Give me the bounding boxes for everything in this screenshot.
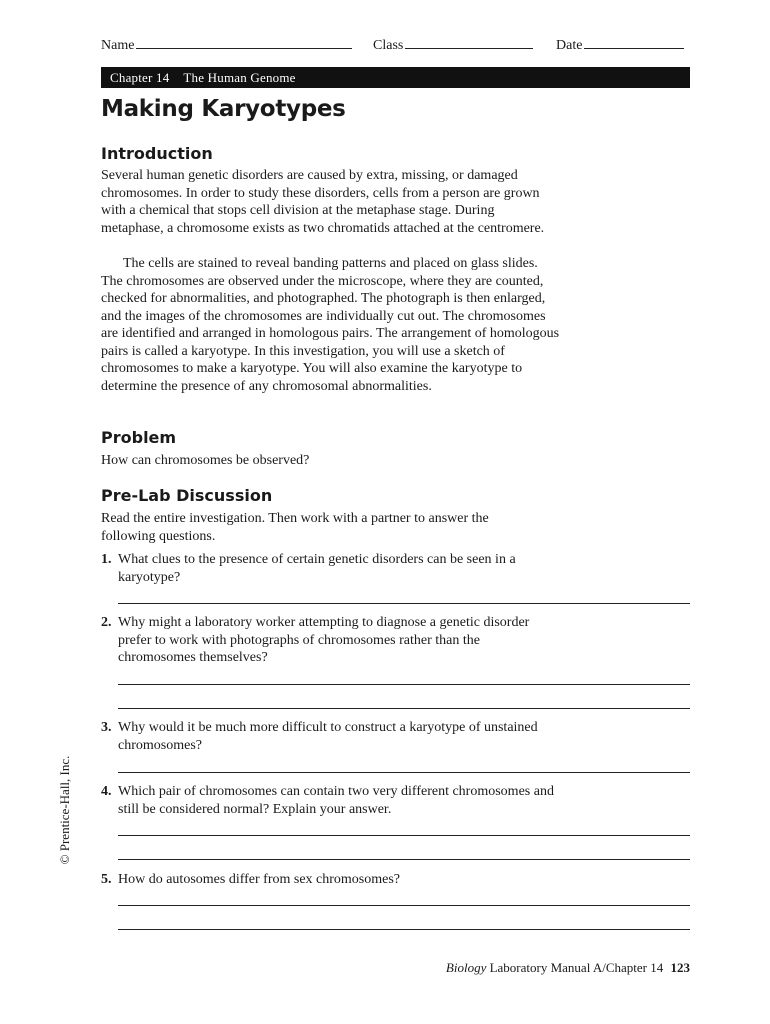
chapter-number: Chapter 14 (110, 70, 170, 85)
question-4-number: 4. (101, 784, 112, 799)
question-2-text: Why might a laboratory worker attempting to diagnose a genetic disorder prefer to work with photographs of chromosomes rather than the chromosomes themselves? (118, 615, 530, 665)
question-1-text: What clues to the presence of certain genetic disorders can be seen in a karyotype? (118, 552, 516, 585)
class-label: Class (373, 38, 404, 53)
prelab-intro: Read the entire investigation. Then work with a partner to answer the following questions. (101, 511, 489, 544)
question-5-number: 5. (101, 872, 112, 887)
question-2-number: 2. (101, 615, 112, 630)
answer-line[interactable] (118, 772, 690, 773)
date-label: Date (556, 38, 583, 53)
footer-book-title: Biology (445, 960, 487, 975)
name-blank[interactable] (136, 36, 352, 49)
answer-line[interactable] (118, 929, 690, 930)
question-4 (101, 783, 561, 818)
date-field (556, 36, 684, 54)
answer-line[interactable] (118, 684, 690, 685)
question-2 (101, 614, 546, 667)
problem-text: How can chromosomes be observed? (101, 453, 310, 468)
answer-line[interactable] (118, 708, 690, 709)
copyright-notice: © Prentice-Hall, Inc. (57, 755, 72, 865)
chapter-title: The Human Genome (183, 70, 296, 85)
answer-line[interactable] (118, 859, 690, 860)
name-label: Name (101, 38, 135, 53)
introduction-heading: Introduction (101, 144, 213, 163)
class-blank[interactable] (405, 36, 533, 49)
problem-heading: Problem (101, 428, 177, 447)
question-3-number: 3. (101, 720, 112, 735)
name-field (101, 36, 352, 54)
question-1 (101, 551, 546, 586)
answer-line[interactable] (118, 603, 690, 604)
question-3-text: Why would it be much more difficult to construct a karyotype of unstained chromosomes? (118, 720, 538, 753)
page-footer (446, 960, 690, 976)
question-4-text: Which pair of chromosomes can contain two very different chromosomes and still be considered normal? Explain your answer. (118, 784, 554, 817)
footer-manual-text: Laboratory Manual A/Chapter 14 (489, 960, 664, 975)
question-5 (101, 871, 546, 889)
answer-line[interactable] (118, 905, 690, 906)
page-number: 123 (670, 960, 690, 975)
chapter-bar (101, 67, 690, 88)
answer-line[interactable] (118, 835, 690, 836)
question-5-text: How do autosomes differ from sex chromosomes? (118, 872, 401, 887)
date-blank[interactable] (584, 36, 684, 49)
introduction-paragraph-2: The cells are stained to reveal banding patterns and placed on glass slides. The chromosomes are observed under the microscope, where they are counted, checked for abnormalities, and photographed. The photograph is then enlarged, and the images of the chromosomes are individually cut out. The chromosomes are identified and arranged in homologous pairs. The arrangement of homologous pairs is called a karyotype. In this investigation, you will use a sketch of chromosomes to make a karyotype. You will also examine the karyotype to determine the presence of any chromosomal abnormalities. (101, 256, 560, 394)
page-title: Making Karyotypes (101, 96, 346, 122)
class-field (373, 36, 533, 54)
introduction-paragraph-1: Several human genetic disorders are caused by extra, missing, or damaged chromosomes. In order to study these disorders, cells from a person are grown with a chemical that stops cell division at the metaphase stage. During metaphase, a chromosome exists as two chromatids attached at the centromere. (101, 168, 545, 236)
prelab-heading: Pre-Lab Discussion (101, 486, 273, 505)
question-1-number: 1. (101, 552, 112, 567)
question-3 (101, 719, 546, 754)
